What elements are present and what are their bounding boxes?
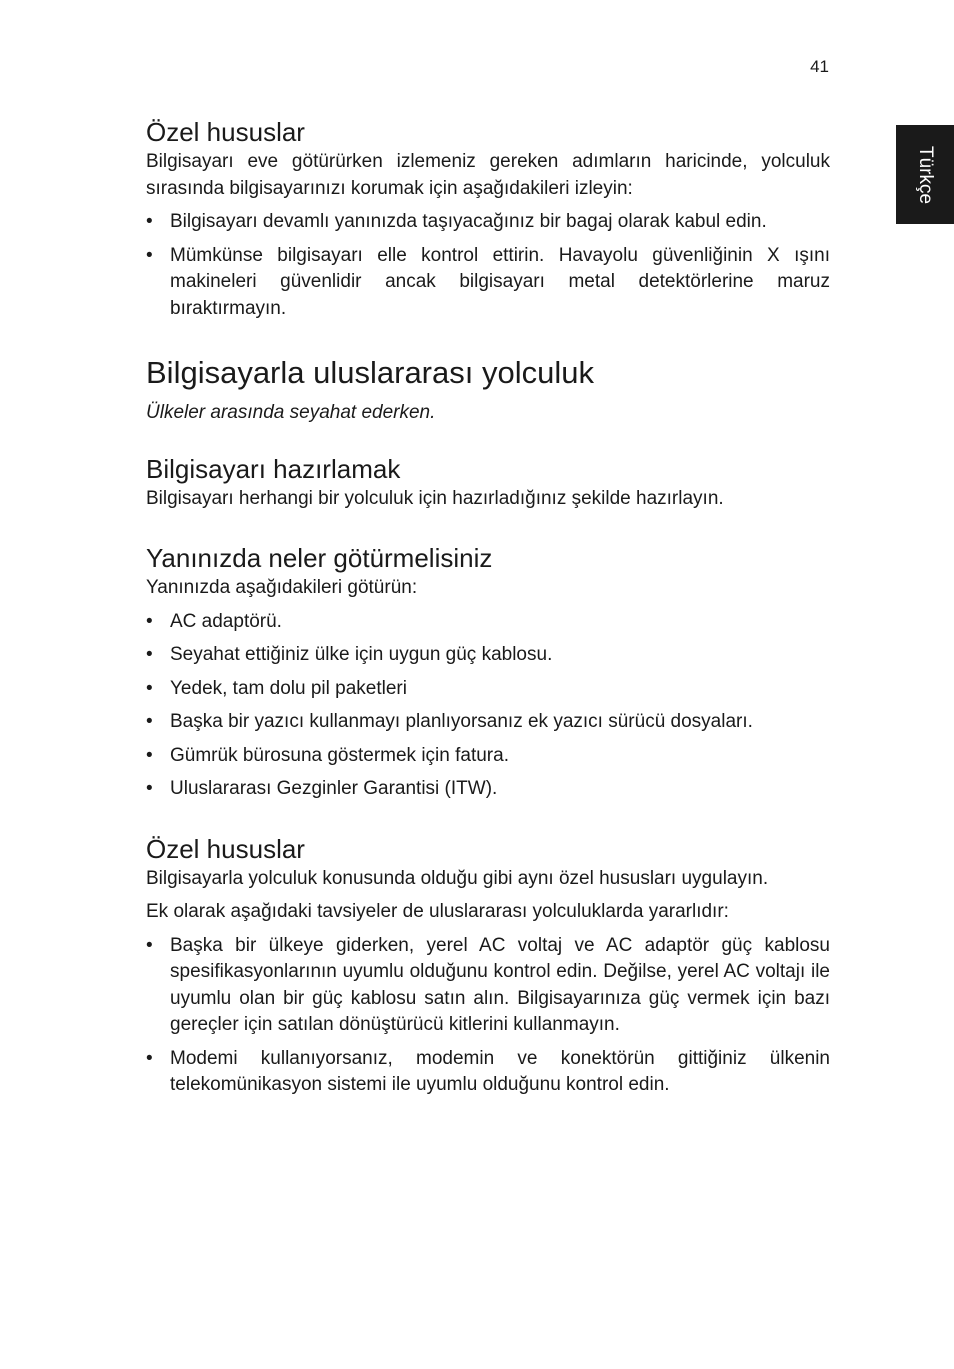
section-text: Bilgisayarı herhangi bir yolculuk için hazırladığınız şekilde hazırlayın.	[146, 487, 724, 509]
list-item: • Mümkünse bilgisayarı elle kontrol ettirin. Havayolu güvenliğinin X ışını makineleri güvenlidir ancak bilgisayarı metal detektörlerine maruz bıraktırmayın.	[146, 243, 830, 323]
page-subtitle: Ülkeler arasında seyahat ederken.	[146, 402, 436, 423]
list-item: • Başka bir ülkeye giderken, yerel AC voltaj ve AC adaptör güç kablosu spesifikasyonlarının uyumlu olduğunu kontrol edin. Değilse, yerel AC voltajı ile uyumlu olan bir güç kablosu satın alın. Bilgisayarınıza güç vermek için bazı gereçler için satılan dönüştürücü kitlerini kullanmayın.	[146, 933, 830, 1039]
page-number: 41	[810, 57, 829, 76]
list-item: • Yedek, tam dolu pil paketleri	[146, 676, 830, 703]
list-item: • Modemi kullanıyorsanız, modemin ve konektörün gittiğiniz ülkenin telekomünikasyon sistemi ile uyumlu olduğunu kontrol edin.	[146, 1046, 830, 1099]
bullet-list	[146, 933, 830, 1099]
list-item: • Seyahat ettiğiniz ülke için uygun güç kablosu.	[146, 642, 830, 669]
bullet-list	[146, 609, 830, 803]
page-title: Bilgisayarla uluslararası yolculuk	[146, 355, 594, 390]
bullet-list	[146, 209, 830, 322]
section-heading-special-considerations: Özel hususlar	[146, 117, 305, 147]
list-item: • Bilgisayarı devamlı yanınızda taşıyacağınız bir bagaj olarak kabul edin.	[146, 209, 830, 236]
language-tab-label: Türkçe	[915, 145, 936, 204]
list-item: • AC adaptörü.	[146, 609, 830, 636]
language-tab	[896, 125, 954, 224]
section-heading-prepare: Bilgisayarı hazırlamak	[146, 453, 401, 484]
list-item: • Gümrük bürosuna göstermek için fatura.	[146, 743, 830, 770]
section-heading-special-considerations-2: Özel hususlar	[146, 833, 305, 864]
list-item: • Başka bir yazıcı kullanmayı planlıyorsanız ek yazıcı sürücü dosyaları.	[146, 709, 830, 736]
section-heading-what-to-bring: Yanınızda neler götürmelisiniz	[146, 543, 493, 573]
list-item: • Uluslararası Gezginler Garantisi (ITW).	[146, 776, 830, 803]
section-intro: Bilgisayarı eve götürürken izlemeniz gereken adımların haricinde, yolculuk sırasında bilgisayarınızı korumak için aşağıdakileri izleyin:	[146, 151, 830, 199]
section-intro-2: Ek olarak aşağıdaki tavsiyeler de uluslararası yolculuklarda yararlıdır:	[146, 901, 729, 922]
page-content	[146, 115, 830, 1099]
section-intro: Yanınızda aşağıdakileri götürün:	[146, 577, 418, 598]
section-intro: Bilgisayarla yolculuk konusunda olduğu gibi aynı özel hususları uygulayın.	[146, 867, 769, 889]
